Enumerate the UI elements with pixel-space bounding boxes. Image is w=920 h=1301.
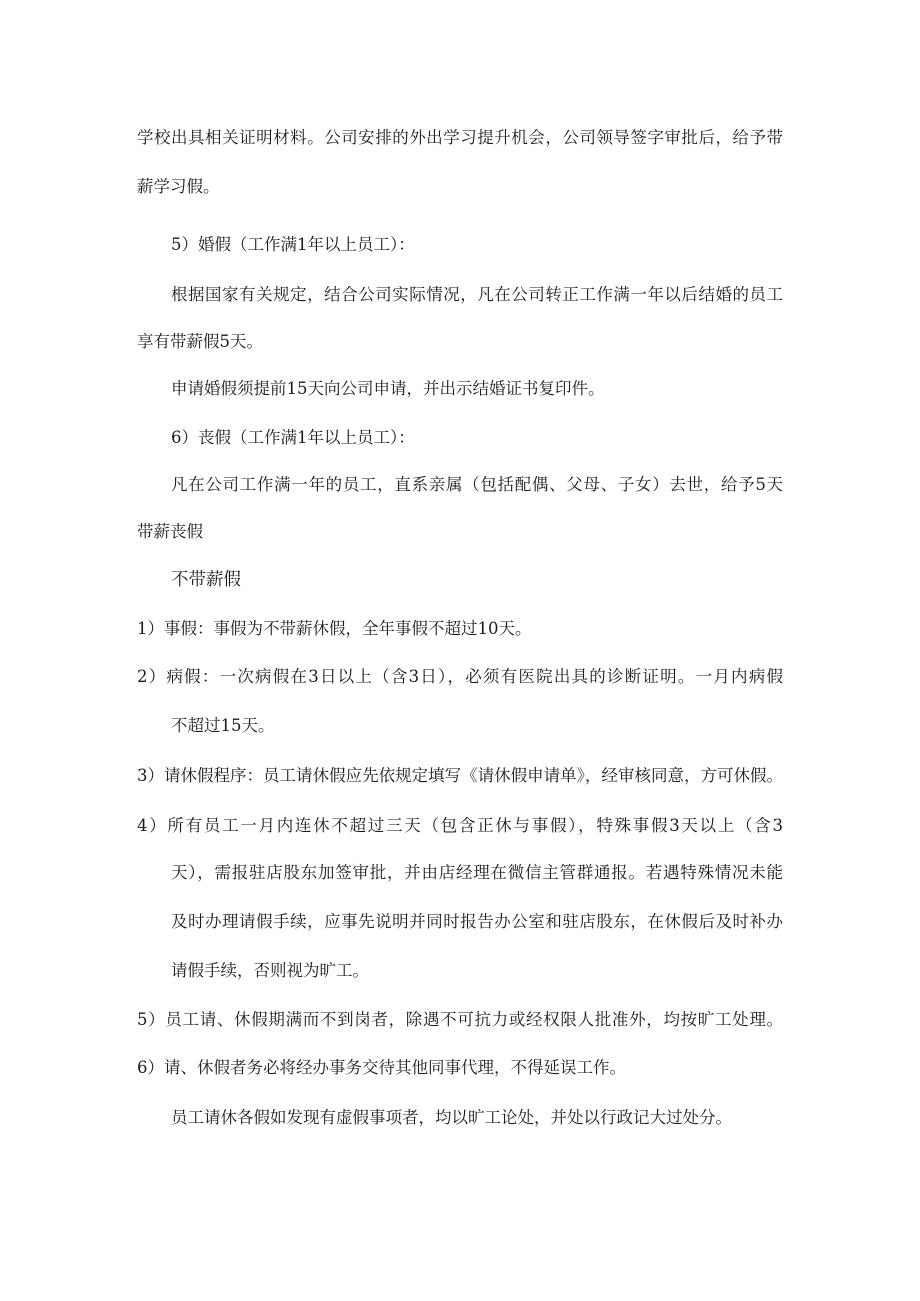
- consecutive-leave-item-line-3: 及时办理请假手续，应事先说明并同时报告办公室和驻店股东，在休假后及时补办: [171, 912, 783, 931]
- false-leave-penalty: 员工请休各假如发现有虚假事项者，均以旷工论处，并处以行政记大过处分。: [171, 1108, 732, 1127]
- handover-item: 6）请、休假者务必将经办事务交待其他同事代理，不得延误工作。: [137, 1058, 626, 1077]
- study-leave-text-line-1: 学校出具相关证明材料。公司安排的外出学习提升机会，公司领导签字审批后，给予带: [137, 128, 783, 147]
- consecutive-leave-item-line-4: 请假手续，否则视为旷工。: [171, 961, 369, 980]
- study-leave-text-line-2: 薪学习假。: [137, 177, 220, 196]
- bereavement-leave-text-line-2: 带薪丧假: [137, 522, 203, 541]
- leave-procedure-item: 3）请休假程序：员工请休假应先依规定填写《请休假申请单》，经审核同意，方可休假。: [137, 766, 783, 785]
- bereavement-leave-heading: 6）丧假（工作满1年以上员工）：: [171, 428, 415, 447]
- marriage-leave-text-line-1: 根据国家有关规定，结合公司实际情况，凡在公司转正工作满一年以后结婚的员工: [171, 285, 783, 304]
- consecutive-leave-item-line-2: 天），需报驻店股东加签审批，并由店经理在微信主管群通报。若遇特殊情况未能: [171, 863, 783, 882]
- consecutive-leave-item-line-1: 4）所有员工一月内连休不超过三天（包含正休与事假），特殊事假3天以上（含3: [137, 816, 783, 835]
- unpaid-leave-heading: 不带薪假: [171, 570, 241, 590]
- marriage-leave-heading: 5）婚假（工作满1年以上员工）：: [171, 235, 415, 254]
- absence-after-leave-item: 5）员工请、休假期满而不到岗者，除遇不可抗力或经权限人批准外，均按旷工处理。: [137, 1010, 783, 1029]
- sick-leave-item-line-1: 2）病假：一次病假在3日以上（含3日），必须有医院出具的诊断证明。一月内病假: [137, 667, 783, 686]
- sick-leave-item-line-2: 不超过15天。: [171, 716, 275, 735]
- marriage-leave-application: 申请婚假须提前15天向公司申请，并出示结婚证书复印件。: [171, 379, 605, 398]
- marriage-leave-text-line-2: 享有带薪假5天。: [137, 332, 263, 351]
- personal-leave-item: 1）事假：事假为不带薪休假，全年事假不超过10天。: [137, 619, 532, 638]
- bereavement-leave-text-line-1: 凡在公司工作满一年的员工，直系亲属（包括配偶、父母、子女）去世，给予5天: [171, 475, 783, 494]
